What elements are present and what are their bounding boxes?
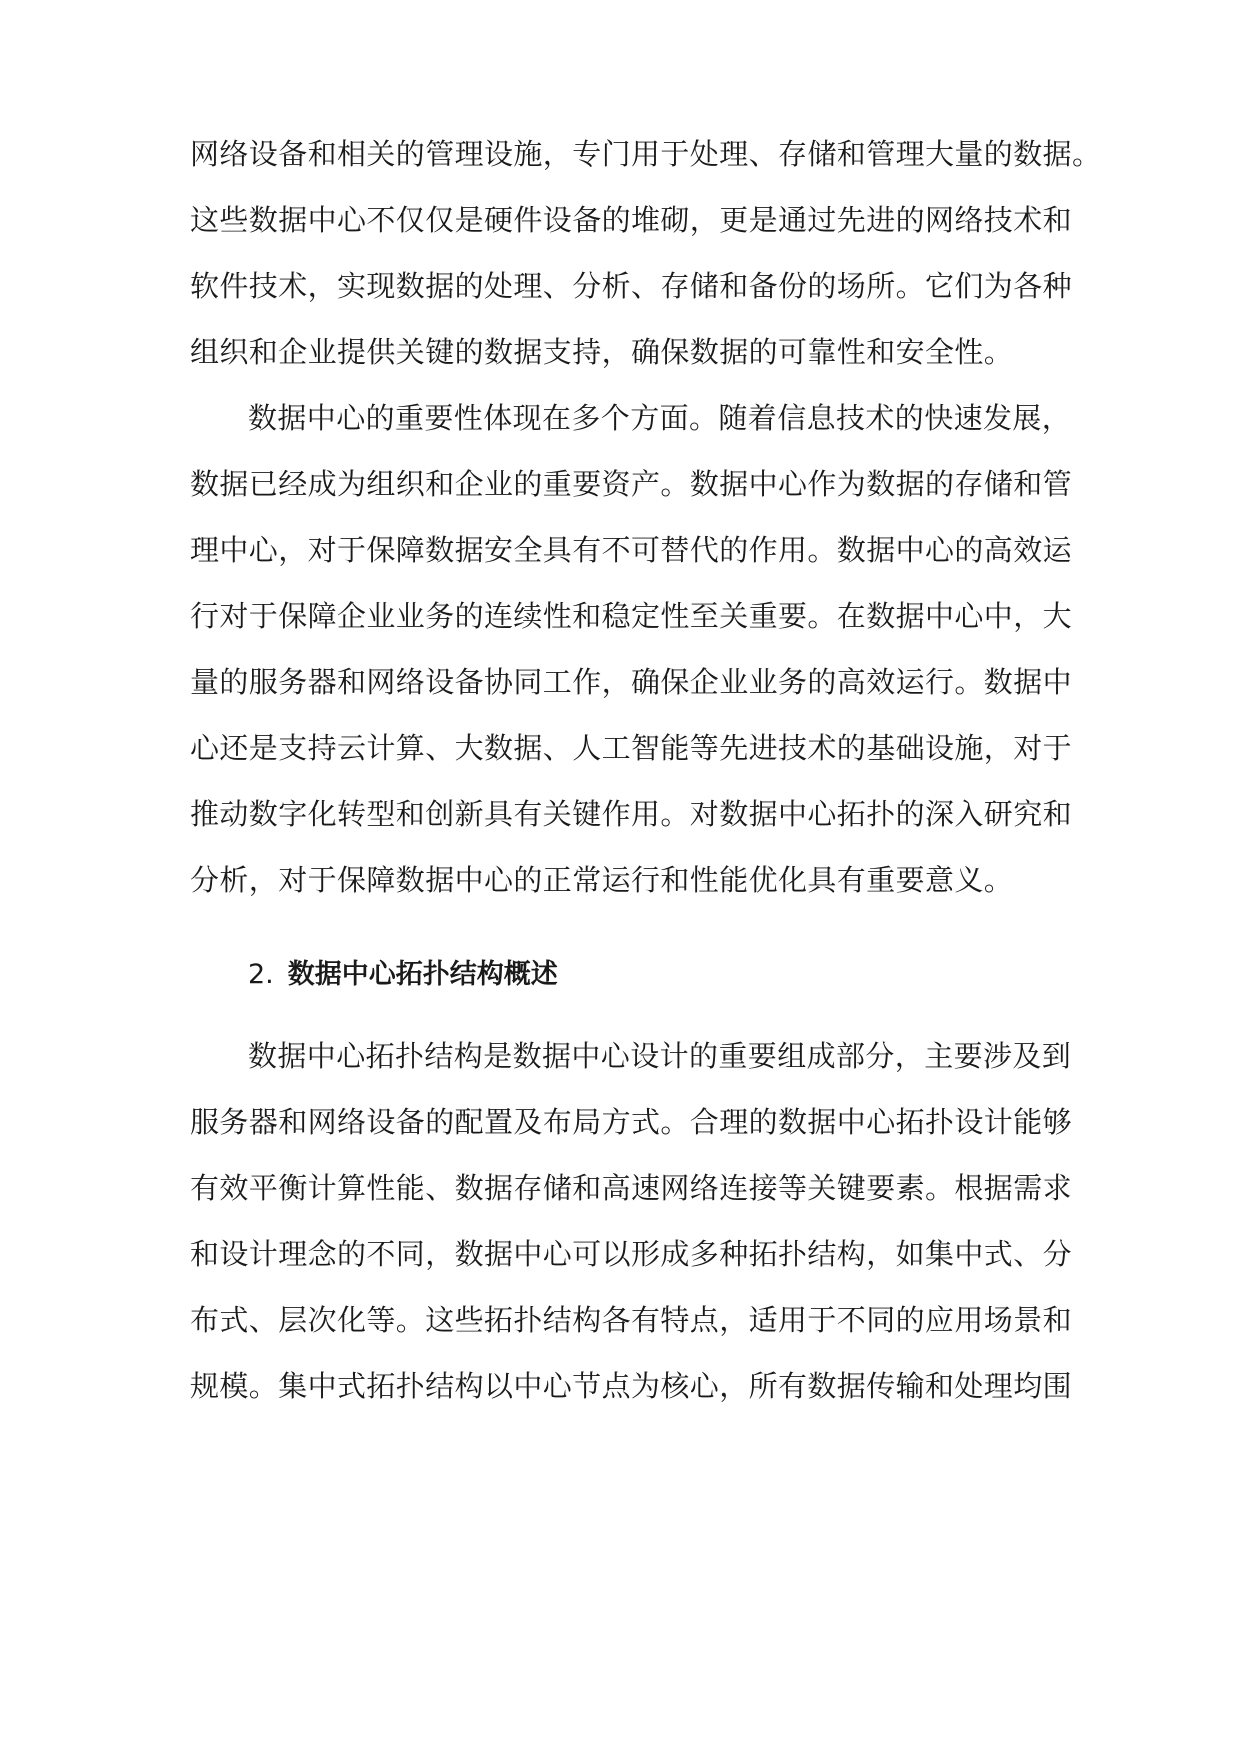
paragraph-line: 有效平衡计算性能、数据存储和高速网络连接等关键要素。根据需求 xyxy=(190,1171,1073,1205)
paragraph-line: 推动数字化转型和创新具有关键作用。对数据中心拓扑的深入研究和 xyxy=(190,797,1073,831)
paragraph-line: 数据已经成为组织和企业的重要资产。数据中心作为数据的存储和管 xyxy=(190,467,1073,501)
paragraph-line: 这些数据中心不仅仅是硬件设备的堆砌，更是通过先进的网络技术和 xyxy=(190,203,1073,237)
paragraph-line: 网络设备和相关的管理设施，专门用于处理、存储和管理大量的数据。 xyxy=(190,137,1102,171)
paragraph-line: 和设计理念的不同，数据中心可以形成多种拓扑结构，如集中式、分 xyxy=(190,1237,1073,1271)
paragraph-line: 规模。集中式拓扑结构以中心节点为核心，所有数据传输和处理均围 xyxy=(190,1369,1073,1403)
paragraph-line: 组织和企业提供关键的数据支持，确保数据的可靠性和安全性。 xyxy=(190,335,1014,369)
paragraph-first-line: 数据中心的重要性体现在多个方面。随着信息技术的快速发展， xyxy=(248,401,1072,435)
paragraph-line: 心还是支持云计算、大数据、人工智能等先进技术的基础设施，对于 xyxy=(190,731,1073,765)
paragraph-first-line: 数据中心拓扑结构是数据中心设计的重要组成部分，主要涉及到 xyxy=(248,1039,1072,1073)
paragraph-line: 行对于保障企业业务的连续性和稳定性至关重要。在数据中心中，大 xyxy=(190,599,1073,633)
paragraph-line: 软件技术，实现数据的处理、分析、存储和备份的场所。它们为各种 xyxy=(190,269,1073,303)
section-title: 数据中心拓扑结构概述 xyxy=(287,959,558,990)
paragraph-line: 服务器和网络设备的配置及布局方式。合理的数据中心拓扑设计能够 xyxy=(190,1105,1073,1139)
paragraph-line: 量的服务器和网络设备协同工作，确保企业业务的高效运行。数据中 xyxy=(190,665,1073,699)
section-heading xyxy=(248,955,1048,995)
paragraph-line: 理中心，对于保障数据安全具有不可替代的作用。数据中心的高效运 xyxy=(190,533,1073,567)
section-number: 2. xyxy=(248,959,274,990)
paragraph-line: 分析，对于保障数据中心的正常运行和性能优化具有重要意义。 xyxy=(190,863,1014,897)
paragraph-line: 布式、层次化等。这些拓扑结构各有特点，适用于不同的应用场景和 xyxy=(190,1303,1073,1337)
